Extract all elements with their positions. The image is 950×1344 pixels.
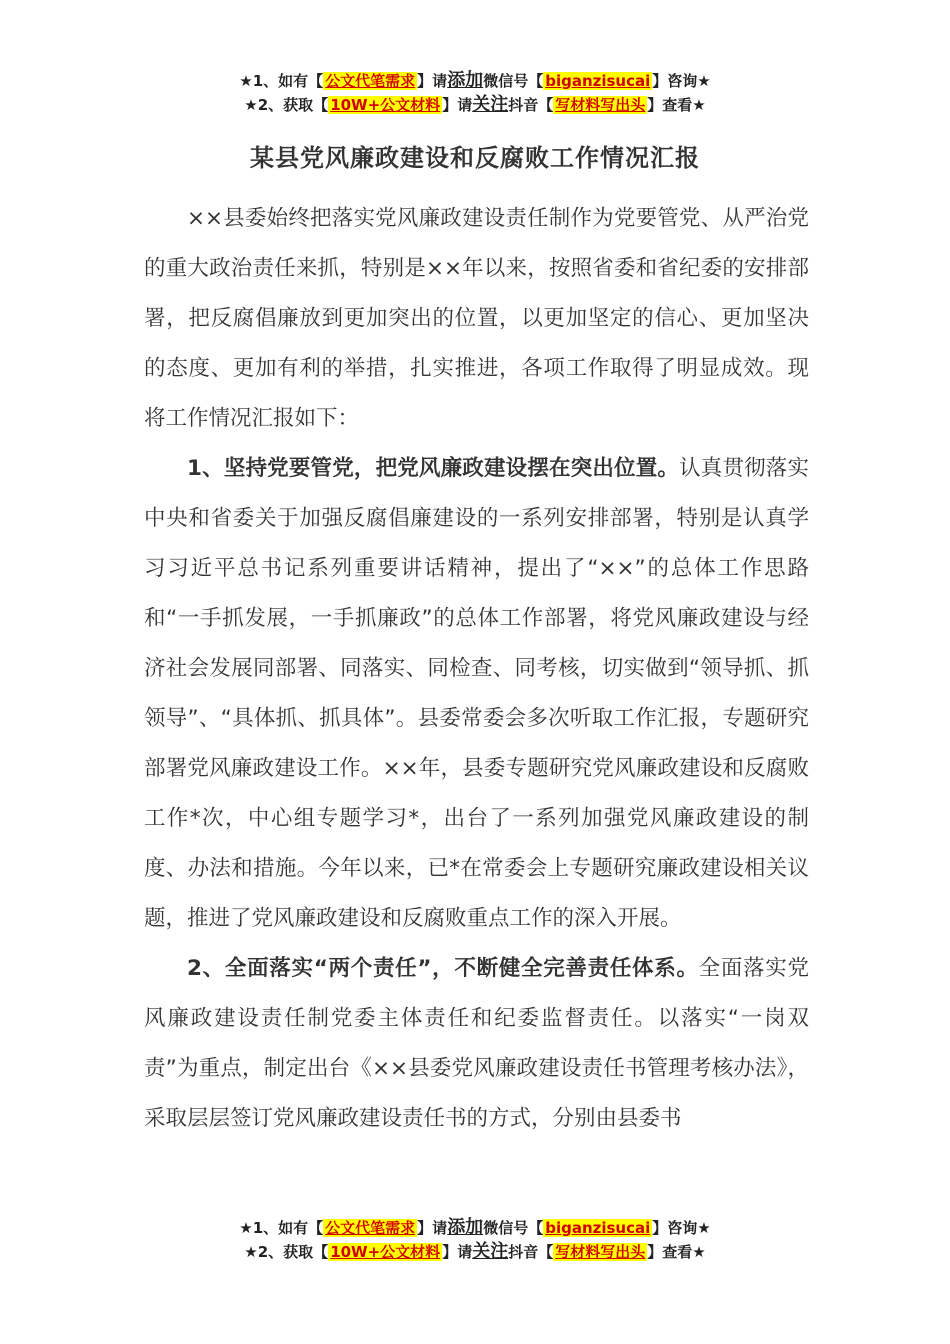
banner-emphasis: 关注: [472, 94, 509, 115]
banner-text: 微信号【: [483, 72, 544, 90]
banner-text: 抖音【: [508, 96, 554, 114]
banner-emphasis: 关注: [472, 1241, 509, 1262]
banner-text: ★1、如有【: [239, 72, 324, 90]
banner-line-1: [0, 69, 950, 93]
section-1-heading: 1、坚持党要管党，把党风廉政建设摆在突出位置。: [187, 456, 680, 481]
section-1-body: 认真贯彻落实中央和省委关于加强反腐倡廉建设的一系列安排部署，特别是认真学习习近平总书记系列重要讲话精神，提出了“××”的总体工作思路和“一手抓发展，一手抓廉政”的总体工作部署，将党风廉政建设与经济社会发展同部署、同落实、同检查、同考核，切实做到“领导抓、抓领导”、“具体抓、抓具体”。县委常委会多次听取工作汇报，专题研究部署党风廉政建设工作。××年，县委专题研究党风廉政建设和反腐败工作*次，中心组专题学习*，出台了一系列加强党风廉政建设的制度、办法和措施。今年以来，已*在常委会上专题研究廉政建设相关议题，推进了党风廉政建设和反腐败重点工作的深入开展。: [144, 456, 809, 931]
banner-line-1: [0, 1216, 950, 1240]
highlight-service: 公文代笔需求: [325, 72, 416, 90]
intro-paragraph: ××县委始终把落实党风廉政建设责任制作为党要管党、从严治党的重大政治责任来抓，特别是××年以来，按照省委和省纪委的安排部署，把反腐倡廉放到更加突出的位置，以更加坚定的信心、更加坚决的态度、更加有利的举措，扎实推进，各项工作取得了明显成效。现将工作情况汇报如下：: [144, 206, 809, 431]
highlight-douyin-id: 写材料写出头: [555, 96, 646, 114]
document-body: [144, 194, 809, 1144]
banner-line-2: [0, 93, 950, 117]
footer-ad-banner: [0, 1216, 950, 1264]
highlight-materials: 10W+公文材料: [330, 96, 441, 114]
banner-text: 】请: [442, 96, 473, 114]
banner-text: 】请: [442, 1243, 473, 1261]
banner-text: 】查看★: [647, 96, 706, 114]
banner-text: 微信号【: [483, 1219, 544, 1237]
banner-text: ★2、获取【: [244, 96, 329, 114]
banner-emphasis: 添加: [447, 1217, 484, 1238]
banner-text: 】查看★: [647, 1243, 706, 1261]
banner-text: 】请: [417, 72, 448, 90]
banner-text: ★1、如有【: [239, 1219, 324, 1237]
banner-text: 】咨询★: [652, 1219, 711, 1237]
banner-emphasis: 添加: [447, 70, 484, 91]
banner-text: 】咨询★: [652, 72, 711, 90]
highlight-materials: 10W+公文材料: [330, 1243, 441, 1261]
banner-text: 】请: [417, 1219, 448, 1237]
banner-text: ★2、获取【: [244, 1243, 329, 1261]
section-2-paragraph: [144, 944, 809, 1144]
highlight-service: 公文代笔需求: [325, 1219, 416, 1237]
section-2-heading: 2、全面落实“两个责任”，不断健全完善责任体系。: [187, 956, 699, 981]
highlight-wechat-id: biganzisucai: [545, 72, 651, 90]
highlight-douyin-id: 写材料写出头: [555, 1243, 646, 1261]
section-2-body: 全面落实党风廉政建设责任制党委主体责任和纪委监督责任。以落实“一岗双责”为重点，制定出台《××县委党风廉政建设责任书管理考核办法》，采取层层签订党风廉政建设责任书的方式，分别由县委书: [144, 956, 809, 1131]
banner-text: 抖音【: [508, 1243, 554, 1261]
highlight-wechat-id: biganzisucai: [545, 1219, 651, 1237]
banner-line-2: [0, 1240, 950, 1264]
document-title: 某县党风廉政建设和反腐败工作情况汇报: [250, 144, 700, 172]
section-1-paragraph: [144, 444, 809, 944]
header-ad-banner: [0, 69, 950, 117]
